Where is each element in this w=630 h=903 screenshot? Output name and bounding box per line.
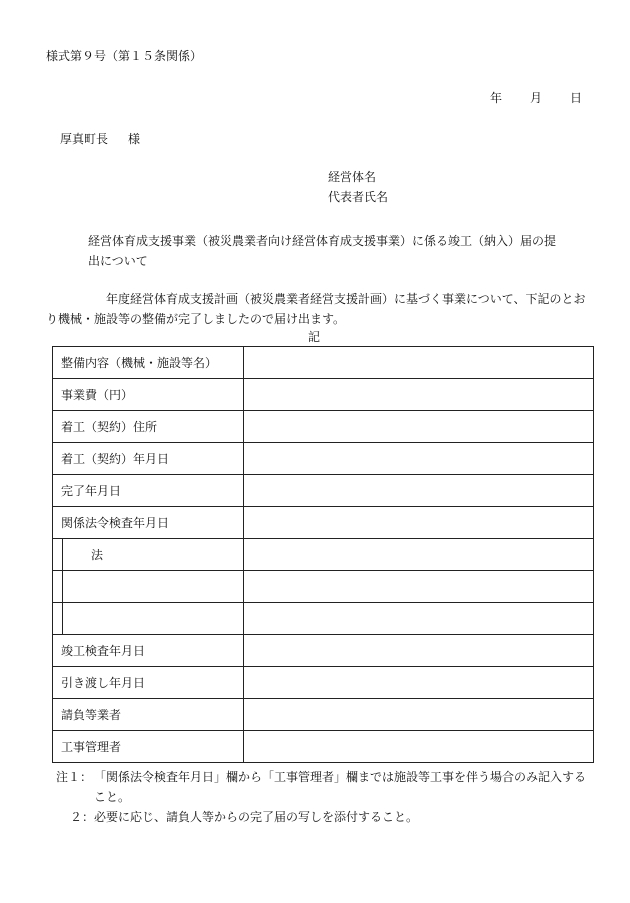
note-number: ２：	[69, 810, 94, 824]
notes	[56, 767, 586, 827]
note-item	[56, 767, 586, 807]
subject: 経営体育成支援事業（被災農業者向け経営体育成支援事業）に係る竣工（納入）届の提出について	[88, 234, 557, 268]
table-row	[53, 347, 594, 379]
addressee	[60, 131, 140, 147]
table-row	[53, 443, 594, 475]
law-row	[53, 539, 594, 571]
row-label: 着工（契約）年月日	[53, 443, 244, 475]
row-value[interactable]	[244, 347, 594, 379]
table-row	[53, 667, 594, 699]
completion-form-table	[52, 346, 594, 763]
row-value[interactable]	[244, 699, 594, 731]
form-number: 様式第９号（第１５条関係）	[46, 49, 203, 63]
date-year-label: 年	[490, 91, 503, 105]
table-row	[53, 635, 594, 667]
note-text: 必要に応じ、請負人等からの完了届の写しを添付すること。	[94, 810, 419, 824]
row-label: 着工（契約）住所	[53, 411, 244, 443]
applicant-org-label: 経営体名	[328, 170, 377, 184]
row-label: 竣工検査年月日	[53, 635, 244, 667]
row-value[interactable]	[244, 507, 594, 539]
row-label: 完了年月日	[53, 475, 244, 507]
row-label: 引き渡し年月日	[53, 667, 244, 699]
row-label: 整備内容（機械・施設等名）	[53, 347, 244, 379]
law-row	[53, 603, 594, 635]
addressee-name: 厚真町長	[60, 132, 109, 146]
row-label: 工事管理者	[53, 731, 244, 763]
row-label: 関係法令検査年月日	[53, 507, 244, 539]
row-value[interactable]	[244, 443, 594, 475]
row-value[interactable]	[244, 539, 594, 571]
law-label-cell	[53, 539, 244, 571]
table-row	[53, 731, 594, 763]
row-value[interactable]	[244, 379, 594, 411]
law-blank-cell[interactable]	[53, 603, 244, 635]
row-value[interactable]	[244, 635, 594, 667]
applicant-rep-label: 代表者氏名	[328, 190, 389, 204]
law-blank-cell[interactable]	[53, 571, 244, 603]
date-month-label: 月	[530, 91, 543, 105]
body-text: 年度経営体育成支援計画（被災農業者経営支援計画）に基づく事業について、下記のとおり機械・施設等の整備が完了しましたので届け出ます。	[46, 292, 586, 326]
law-label: 法	[91, 547, 104, 562]
law-row	[53, 571, 594, 603]
row-value[interactable]	[244, 411, 594, 443]
table-row	[53, 379, 594, 411]
row-value[interactable]	[244, 667, 594, 699]
addressee-honorific: 様	[128, 132, 141, 146]
row-value[interactable]	[244, 475, 594, 507]
table-row	[53, 475, 594, 507]
ki-heading: 記	[308, 330, 321, 344]
note-item	[56, 807, 586, 827]
note-number: 注１：	[56, 770, 93, 784]
table-row	[53, 507, 594, 539]
row-label: 請負等業者	[53, 699, 244, 731]
date-day-label: 日	[570, 91, 583, 105]
row-value[interactable]	[244, 731, 594, 763]
row-value[interactable]	[244, 603, 594, 635]
note-text: 「関係法令検査年月日」欄から「工事管理者」欄までは施設等工事を伴う場合のみ記入すること。	[94, 770, 587, 804]
table-row	[53, 699, 594, 731]
date-line	[490, 90, 582, 106]
row-value[interactable]	[244, 571, 594, 603]
table-row	[53, 411, 594, 443]
applicant-block	[328, 169, 388, 209]
row-label: 事業費（円）	[53, 379, 244, 411]
